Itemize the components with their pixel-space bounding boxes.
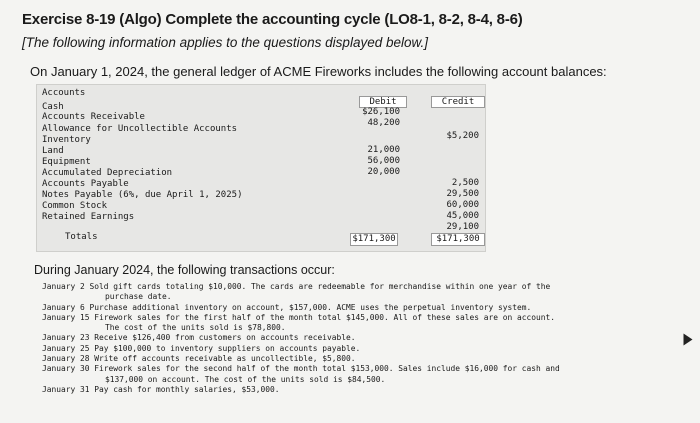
account-name: Retained Earnings (42, 212, 135, 222)
debit-amount: $26,100 (362, 107, 400, 117)
account-balances-table (36, 84, 486, 252)
transaction-continuation: $137,000 on account. The cost of the units sold is $84,500. (105, 374, 386, 384)
account-name: Allowance for Uncollectible Accounts (42, 124, 238, 134)
debit-header: Debit (359, 96, 407, 108)
account-name: Accumulated Depreciation (42, 168, 173, 178)
transaction-line: January 30 Firework sales for the second half of the month total $153,000. Sales include $16,000 for cash and (42, 364, 560, 374)
transactions-list (42, 282, 682, 395)
transaction-continuation: purchase date. (105, 292, 172, 302)
debit-amount: 21,000 (367, 145, 400, 155)
total-credit: $171,300 (431, 233, 485, 246)
account-name: Cash (42, 102, 64, 112)
credit-amount: 29,500 (446, 189, 479, 199)
total-debit: $171,300 (350, 233, 398, 246)
debit-amount: 48,200 (367, 118, 400, 128)
transaction-line: January 15 Firework sales for the first half of the month total $145,000. All of these sales are on account. (42, 312, 556, 322)
transaction-line: January 2 Sold gift cards totaling $10,000. The cards are redeemable for merchandise within one year of the (42, 282, 551, 291)
account-name: Notes Payable (6%, due April 1, 2025) (42, 190, 243, 200)
credit-amount: 45,000 (446, 211, 479, 221)
intro-text: On January 1, 2024, the general ledger of ACME Fireworks includes the following account balances: (30, 64, 607, 79)
credit-amount: $5,200 (446, 131, 479, 141)
transactions-intro: During January 2024, the following transactions occur: (34, 263, 335, 277)
credit-amount: 2,500 (451, 178, 479, 188)
transaction-line: January 28 Write off accounts receivable as uncollectible, $5,800. (42, 354, 356, 364)
mouse-cursor-icon (684, 334, 693, 346)
account-name: Accounts Receivable (42, 112, 145, 122)
exercise-title: Exercise 8-19 (Algo) Complete the accounting cycle (LO8-1, 8-2, 8-4, 8-6) (22, 11, 523, 28)
transaction-line: January 23 Receive $126,400 from customers on accounts receivable. (42, 333, 356, 343)
exercise-subtitle: [The following information applies to the questions displayed below.] (22, 35, 428, 50)
credit-amount: 29,100 (446, 222, 479, 232)
account-name: Inventory (42, 135, 91, 145)
credit-header: Credit (431, 96, 485, 108)
debit-amount: 20,000 (367, 167, 400, 177)
accounts-header: Accounts (42, 88, 86, 98)
transaction-line: January 6 Purchase additional inventory on account, $157,000. ACME uses the perpetual inventory system. (42, 302, 532, 312)
account-name: Equipment (42, 157, 91, 167)
totals-label: Totals (65, 232, 98, 242)
account-name: Accounts Payable (42, 179, 129, 189)
debit-amount: 56,000 (367, 156, 400, 166)
account-name: Land (42, 146, 64, 156)
account-name: Common Stock (42, 201, 108, 211)
transaction-line: January 31 Pay cash for monthly salaries, $53,000. (42, 384, 280, 394)
transaction-line: January 25 Pay $100,000 to inventory suppliers on accounts payable. (42, 343, 361, 353)
transaction-continuation: The cost of the units sold is $78,800. (105, 323, 286, 333)
credit-amount: 60,000 (446, 200, 479, 210)
